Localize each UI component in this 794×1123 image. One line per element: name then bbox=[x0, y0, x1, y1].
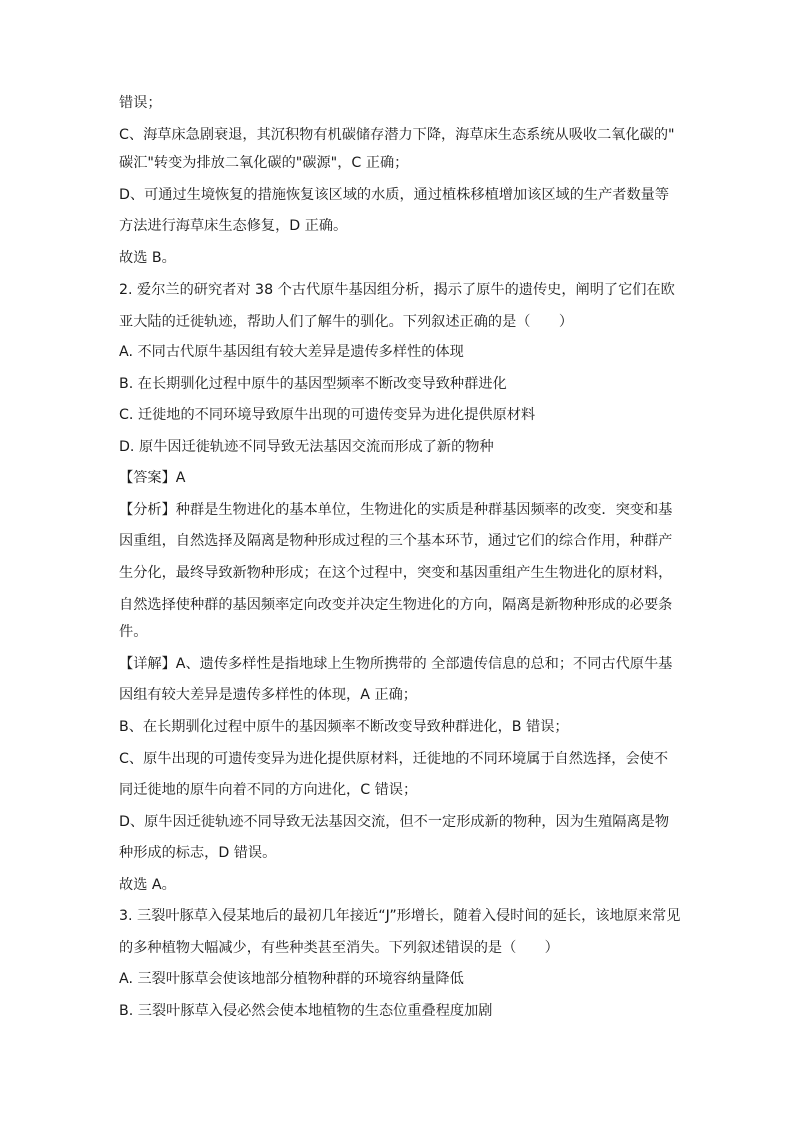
text-line: 错误； bbox=[119, 95, 162, 111]
text-line: 生分化，最终导致新物种形成；在这个过程中，突变和基因重组产生生物进化的原材料， bbox=[119, 565, 673, 581]
text-line: B. 三裂叶豚草入侵必然会使本地植物的生态位重叠程度加剧 bbox=[119, 1003, 493, 1019]
text-line: 3. 三裂叶豚草入侵某地后的最初几年接近“J”形增长，随着入侵时间的延长，该地原来常见 bbox=[119, 908, 681, 924]
text-line: 同迁徙地的原牛向着不同的方向进化，C 错误； bbox=[119, 782, 418, 798]
text-line: D. 原牛因迁徙轨迹不同导致无法基因交流而形成了新的物种 bbox=[119, 439, 494, 455]
text-line: 碳汇"转变为排放二氧化碳的"碳源"，C 正确； bbox=[119, 155, 409, 171]
text-line: C、原牛出现的可遗传变异为进化提供原材料，迁徙地的不同环境属于自然选择，会使不 bbox=[119, 751, 669, 767]
text-line: 因组有较大差异是遗传多样性的体现，A 正确； bbox=[119, 687, 417, 703]
text-line: 2. 爱尔兰的研究者对 38 个古代原牛基因组分析，揭示了原牛的遗传史，阐明了它们在欧 bbox=[119, 282, 675, 298]
text-line: 亚大陆的迁徙轨迹，帮助人们了解牛的驯化。下列叙述正确的是（ ） bbox=[119, 314, 574, 330]
text-line: B. 在长期驯化过程中原牛的基因型频率不断改变导致种群进化 bbox=[119, 376, 507, 392]
text-line: 故选 B。 bbox=[119, 250, 176, 266]
text-line: 因重组，自然选择及隔离是物种形成过程的三个基本环节，通过它们的综合作用，种群产 bbox=[119, 533, 673, 549]
text-line: A. 三裂叶豚草会使该地部分植物种群的环境容纳量降低 bbox=[119, 971, 464, 987]
text-line: 自然选择使种群的基因频率定向改变并决定生物进化的方向，隔离是新物种形成的必要条 bbox=[119, 597, 673, 613]
text-line: A. 不同古代原牛基因组有较大差异是遗传多样性的体现 bbox=[119, 344, 464, 360]
text-line: 的多种植物大幅减少，有些种类甚至消失。下列叙述错误的是（ ） bbox=[119, 940, 559, 956]
text-line: 【答案】A bbox=[119, 470, 186, 486]
text-line: 【分析】种群是生物进化的基本单位，生物进化的实质是种群基因频率的改变．突变和基 bbox=[119, 502, 673, 518]
text-line: D、原牛因迁徙轨迹不同导致无法基因交流，但不一定形成新的物种，因为生殖隔离是物 bbox=[119, 814, 670, 830]
text-line: 种形成的标志，D 错误。 bbox=[119, 845, 277, 861]
text-line: D、可通过生境恢复的措施恢复该区域的水质，通过植株移植增加该区域的生产者数量等 bbox=[119, 187, 670, 203]
text-line: 件。 bbox=[119, 624, 148, 640]
text-line: C、海草床急剧衰退，其沉积物有机碳储存潜力下降，海草床生态系统从吸收二氧化碳的" bbox=[119, 127, 675, 143]
text-line: 【详解】A、遗传多样性是指地球上生物所携带的 全部遗传信息的总和；不同古代原牛基 bbox=[119, 656, 673, 672]
text-line: 故选 A。 bbox=[119, 877, 176, 893]
text-line: C. 迁徙地的不同环境导致原牛出现的可遗传变异为进化提供原材料 bbox=[119, 407, 536, 423]
text-line: 方法进行海草床生态修复，D 正确。 bbox=[119, 218, 348, 234]
text-line: B、在长期驯化过程中原牛的基因频率不断改变导致种群进化，B 错误； bbox=[119, 719, 569, 735]
